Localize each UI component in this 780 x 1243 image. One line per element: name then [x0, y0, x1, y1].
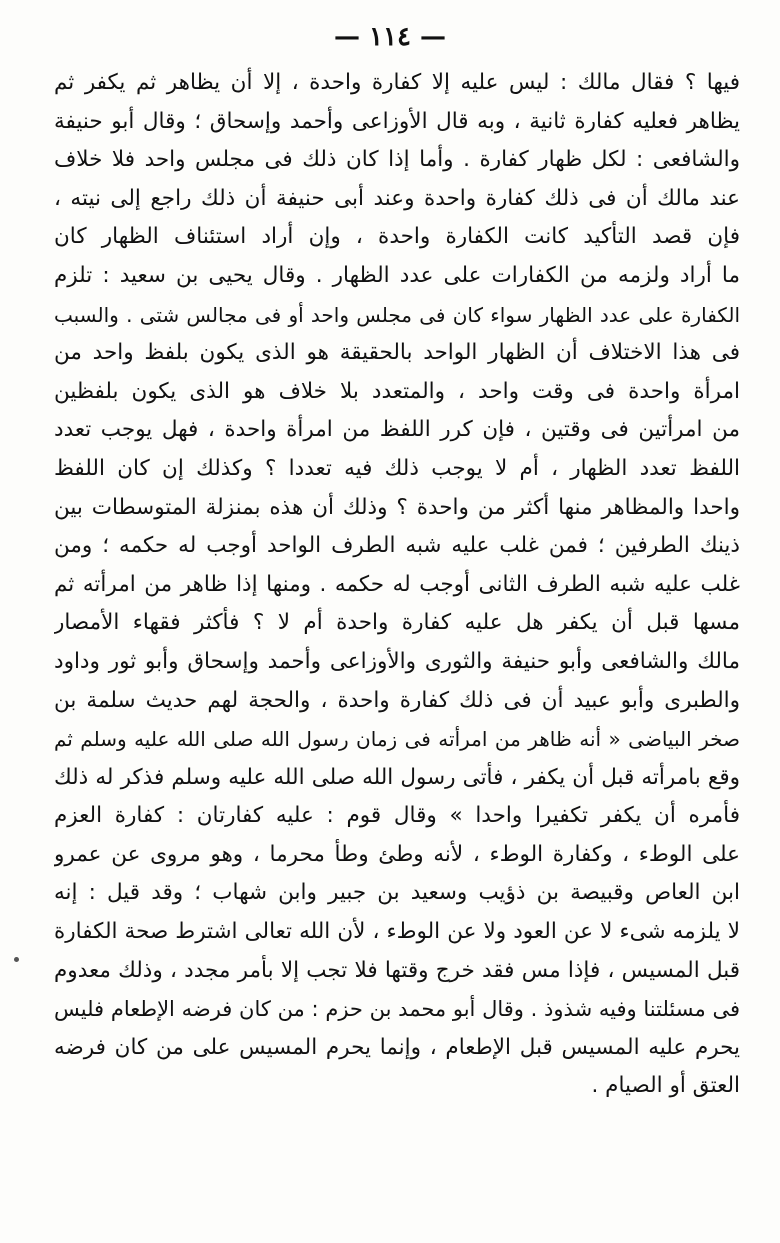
text-line: والشافعى : لكل ظهار كفارة . وأما إذا كان ذلك فى مجلس واحد فلا خلاف	[54, 147, 740, 173]
margin-mark	[14, 957, 19, 962]
text-line: ذينك الطرفين ؛ فمن غلب عليه شبه الطرف الواحد أوجب له حكمه ؛ ومن	[54, 533, 740, 559]
text-line: ما أراد ولزمه من الكفارات على عدد الظهار . وقال يحيى بن سعيد : تلزم	[54, 262, 740, 288]
text-line: مسها قبل أن يكفر هل عليه كفارة واحدة أم لا ؟ فأكثر فقهاء الأمصار	[54, 610, 740, 636]
text-line: فأمره أن يكفر تكفيرا واحدا » وقال قوم : عليه كفارتان : كفارة العزم	[54, 803, 740, 829]
text-line: اللفظ تعدد الظهار ، أم لا يوجب ذلك فيه تعددا ؟ وكذلك إن كان اللفظ	[54, 455, 740, 481]
page-number: — ١١٤ —	[333, 22, 447, 52]
text-line: والطبرى وأبو عبيد أن فى ذلك كفارة واحدة ، والحجة لهم حديث سلمة بن	[54, 687, 740, 713]
text-line: فإن قصد التأكيد كانت الكفارة واحدة ، وإن أراد استئناف الظهار كان	[54, 224, 740, 250]
text-line: فى هذا الاختلاف أن الظهار الواحد بالحقيقة هو الذى يكون بلفظ واحد من	[54, 340, 740, 366]
text-line: صخر البياضى « أنه ظاهر من امرأته فى زمان رسول الله صلى الله عليه وسلم ثم	[54, 727, 740, 752]
text-line: امرأة واحدة فى وقت واحد ، والمتعدد بلا خلاف هو الذى يكون بلفظين	[54, 378, 740, 404]
text-line: واحدا والمظاهر منها أكثر من واحدة ؟ وذلك أن هذه بمنزلة المتوسطات بين	[54, 494, 740, 520]
text-line: غلب عليه شبه الطرف الثانى أوجب له حكمه . ومنها إذا ظاهر من امرأته ثم	[54, 571, 740, 597]
text-line: ابن العاص وقبيصة بن ذؤيب وسعيد بن جبير وابن شهاب ؛ وقد قيل : إنه	[54, 880, 740, 906]
text-line: يحرم عليه المسيس قبل الإطعام ، وإنما يحرم المسيس على من كان فرضه	[54, 1034, 740, 1060]
text-line: عند مالك أن فى ذلك كفارة واحدة وعند أبى حنيفة أن ذلك راجع إلى نيته ،	[54, 185, 740, 211]
text-line: فيها ؟ فقال مالك : ليس عليه إلا كفارة واحدة ، إلا أن يظاهر ثم يكفر ثم	[54, 70, 740, 95]
text-line: يظاهر فعليه كفارة ثانية ، وبه قال الأوزاعى وأحمد وإسحاق ؛ وقال أبو حنيفة	[54, 108, 740, 134]
body-text	[54, 64, 740, 1106]
text-line: لا يلزمه شىء لا عن العود ولا عن الوطء ، لأن الله تعالى اشترط صحة الكفارة	[54, 919, 740, 945]
text-line: الكفارة على عدد الظهار سواء كان فى مجلس واحد أو فى مجالس شتى . والسبب	[54, 302, 740, 327]
text-line: قبل المسيس ، فإذا مس فقد خرج وقتها فلا تجب إلا بأمر مجدد ، وذلك معدوم	[54, 957, 740, 983]
library-stamp	[580, 1200, 700, 1218]
text-line: العتق أو الصيام .	[591, 1073, 740, 1099]
text-line: من امرأتين فى وقتين ، فإن كرر اللفظ من امرأة واحدة ، فهل يوجب تعدد	[54, 417, 740, 443]
text-line: وقع بامرأته قبل أن يكفر ، فأتى رسول الله صلى الله عليه وسلم فذكر له ذلك	[54, 764, 740, 790]
text-line: فى مسئلتنا وفيه شذوذ . وقال أبو محمد بن حزم : من كان فرضه الإطعام فليس	[54, 997, 740, 1022]
text-line: مالك والشافعى وأبو حنيفة والثورى والأوزاعى وأحمد وإسحاق وأبو ثور وداود	[54, 648, 740, 674]
text-line: على الوطء ، وكفارة الوطء ، لأنه وطئ وطأ محرما ، وهو مروى عن عمرو	[54, 841, 740, 867]
